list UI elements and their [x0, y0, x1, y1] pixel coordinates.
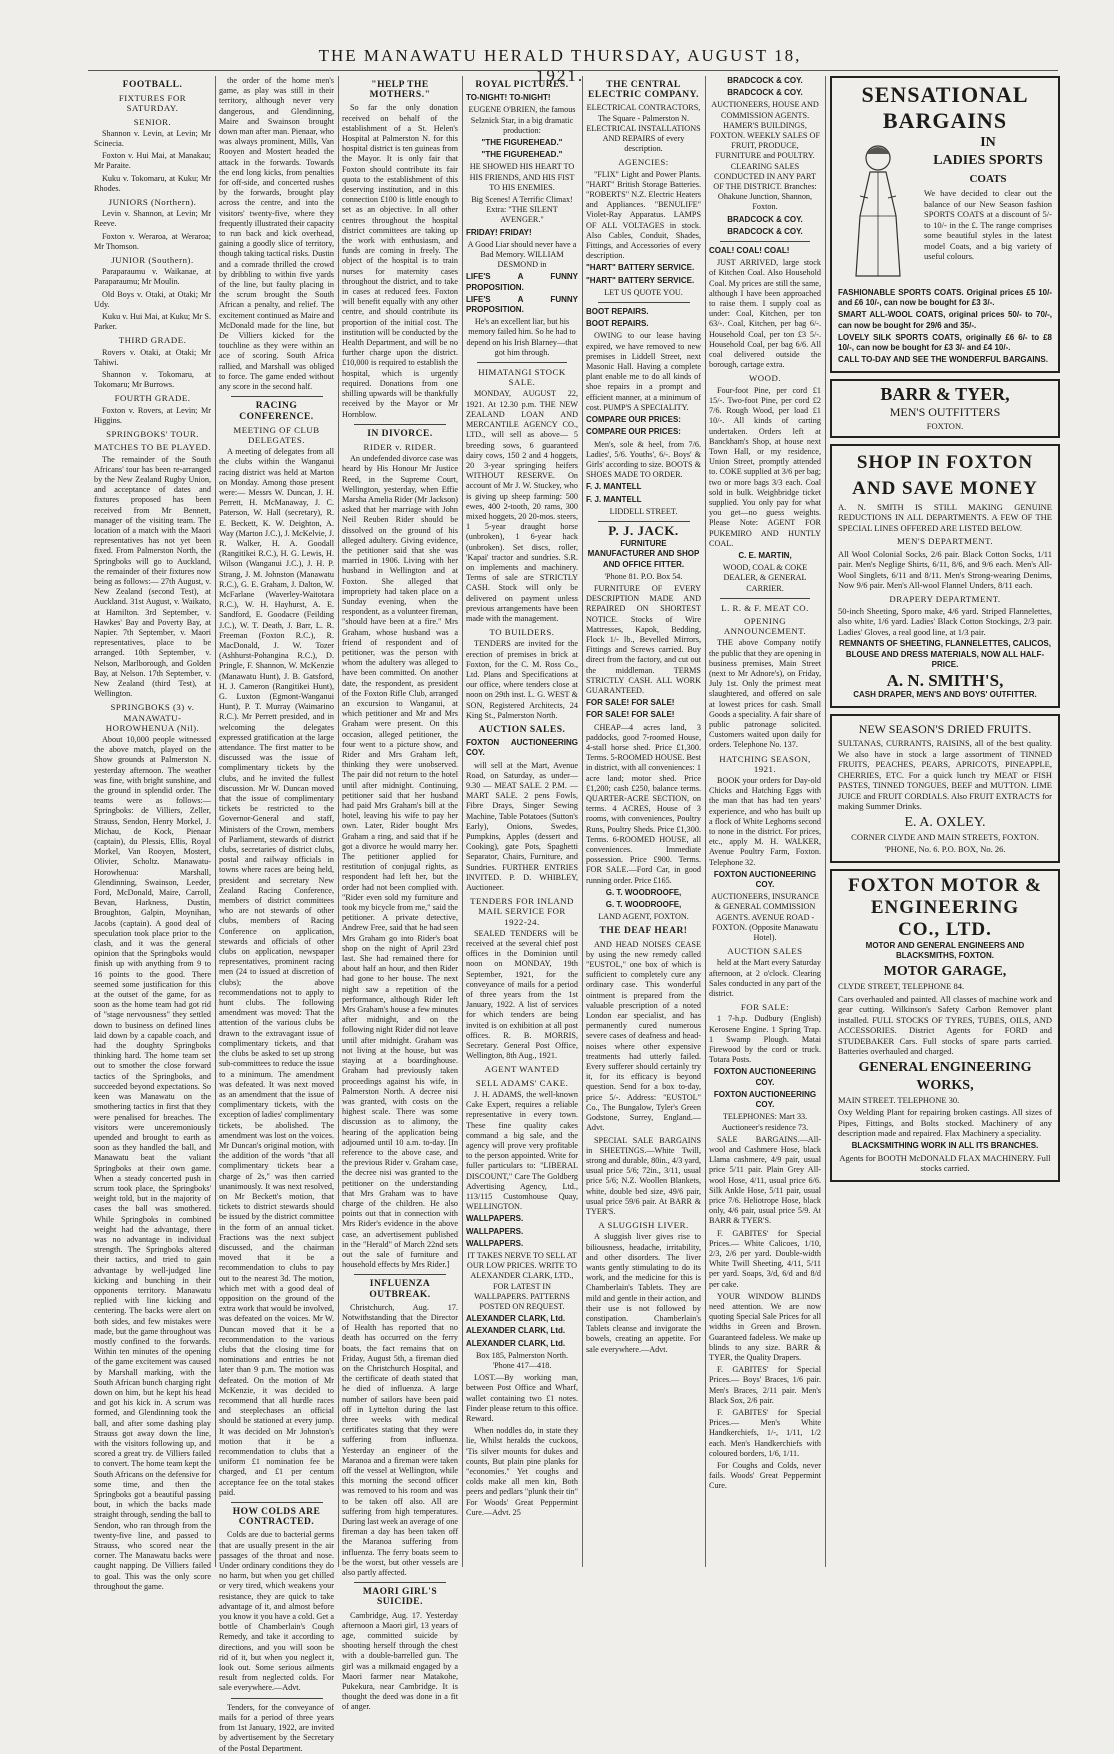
- ad-line: REMNANTS OF SHEETING, FLANNELETTES, CALICOS, BLOUSE AND DRESS MATERIALS, NOW ALL HALF-PRICE.: [838, 639, 1051, 669]
- column-racing: [219, 76, 334, 1753]
- paragraph: AND HEAD NOISES CEASE by using the new remedy called "EUSTOL," one box of which is sufficient to completely cure any ordinary case. This wonderful ointment is prepared from the valuable prescription of a noted London ear specialist, and has permanently cured numerous severe cases of deafness and head-noises where other expensive treatments had utterly failed. Every sufferer should certainly try it, for its efficacy is beyond question. Send for a box to-day, price 5/-. Address: "EUSTOL" Co., The Bungalow, Tyler's Green Godstone, Surrey, England.—Advt.: [586, 939, 701, 1133]
- paragraph: LIDDELL STREET.: [609, 506, 678, 516]
- ad-line: FOXTON AUCTIONEERING COY.: [713, 1067, 817, 1087]
- ad-line: F. J. MANTELL: [586, 494, 642, 504]
- heading: FOURTH GRADE.: [114, 393, 191, 404]
- ad-headline: MOTOR GARAGE,: [883, 964, 1007, 980]
- ad-headline: GENERAL ENGINEERING: [858, 1059, 1032, 1075]
- paragraph: An undefended divorce case was heard by His Honour Mr Justice Reed, in the Supreme Court, Wellington, yesterday, when Effie Marsha Amelia Rider (Mr Jackson) asked that her marriage with John Neil Reuben Rider should be dissolved on the ground of his alleged adultery. Giving evidence, the petitioner said that she was married in 1906. Living with her husband in Wellington and at Foxton. She alleged that impropriety had taken place on a Sunday evening, when the respondent, as a volunteer fireman, "should have been at a fire." Mrs Graham, whose husband was a friend of respondent and of petitioner, was the person with whom the adultery was alleged to have been committed. On another date, the respondent, as president of the Foxton Rifle Club, arranged an excursion to Wanganui, at which petitioner and Mr and Mrs Graham were present. On this occasion, alleged petitioner, the four went to a picture show, and Rider and Mrs Graham left, thinking they were unobserved. The pair did not return to the hotel until after midnight. Continuing, petitioner said that her husband had paid Mrs Graham's bill at the hotel, leaving his wife to pay her own. Later, Rider bought Mrs Graham a ring, and said that if he got a divorce he would marry her. The petitioner applied for restitution of conjugal rights, as respondent had left her, but the order had not been complied with. "Rider even sold my furniture and took my bicycle from me," said the petitioner. A private detective, Andrew Free, said that he had seen Mrs Graham go into Rider's boat shop on the night of April 23rd last. She had remained there for about half an hour, and then Rider had gone to her house. The next night saw a repetition of the performance, although Rider left Mrs Graham's house a few minutes after midnight, and on the following night Rider did not leave until after midnight. Graham was not living at the house, but was staying at a boardinghouse. Graham had previously taken proceedings against his wife, in Palmerston North. A decree nisi was granted, with costs on the highest scale. There was some discussion as to alimony, the hearing of the application being adjourned until 10 a.m. to-day. [In reference to the above case, and the previous Rider v. Graham case, the decree nisi was granted to the petitioner on the understanding that Mrs Graham was to have charge of the children. He also points out that in connection with Mrs Rider's evidence in the above case, an advertisement published in the "Herald" of March 22nd sets out the sale of furniture and household effects by Mrs Rider.]: [342, 454, 458, 1270]
- ad-line: WALLPAPERS.: [466, 1238, 524, 1248]
- heading: "HELP THE MOTHERS.": [369, 80, 431, 101]
- paragraph: Agents for BOOTH McDONALD FLAX MACHINERY. Full stocks carried.: [839, 1152, 1051, 1174]
- paragraph: AUCTIONEERS, HOUSE AND COMMISSION AGENTS. HAMER'S BUILDINGS, FOXTON. WEEKLY SALES OF FRUIT, PRODUCE, FURNITURE and POULTRY. CLEARING SALES CONDUCTED IN ANY PART OF THE DISTRICT. Branches: Ohakune Junction, Shannon, Foxton.: [709, 100, 821, 212]
- heading: JUNIORS (Northern).: [108, 197, 197, 208]
- ad-line: WALLPAPERS.: [466, 1214, 524, 1224]
- paragraph: SALE BARGAINS.—All-wool and Cashmere Hose, black Llama cashmere, 4/9 pair, usual price 5/11 pair. Plain Grey All-wool Hose, 4/11, usual price 6/6. Silk Ankle Hose, 5/11 pair, usual price 7/6. Heliotrope Hose, black only, 4/6 pair, usual price 5/9. At BARR & TYER'S.: [709, 1134, 821, 1226]
- paragraph: SEALED TENDERS will be received at the several chief post offices in the Dominion until noon on MONDAY, 19th September, 1921, for the conveyance of mails for a period of three years from the 1st January, 1922. A list of services for which tenders are being invited is on exhibition at all post offices. R. B. MORRIS, Secretary. General Post Office, Wellington, 8th Aug., 1921.: [466, 928, 578, 1061]
- ad-line: BRADCOCK & COY.: [727, 76, 803, 85]
- ad-line: G. T. WOODROOFE,: [605, 900, 682, 910]
- paragraph: Foxton v. Rovers, at Levin; Mr Higgins.: [94, 405, 211, 425]
- paragraph: A sluggish liver gives rise to biliousness, headache, irritability, and other disorders. The liver wants gently stimulating to do its work, and the medicine for this is Chamberlain's Tablets. They are mild and gentle in their action, and their use is not followed by constipation. Chamberlain's Tablets cleanse and invigorate the bowels, creating an appetite. For sale everywhere.—Advt.: [586, 1232, 701, 1354]
- heading: THE CENTRAL ELECTRIC COMPANY.: [588, 80, 699, 101]
- heading: WOOD.: [748, 373, 782, 384]
- ad-line: CALL TO-DAY AND SEE THE WONDERFUL BARGAINS.: [838, 355, 1048, 365]
- paragraph: MONDAY, AUGUST 22, 1921. At 12.30 p.m. THE NEW ZEALAND LOAN AND MERCANTILE AGENCY CO., LTD., will sell as above— 5 breeding sows, 6 guaranteed dairy cows, 150 2 and 4 hoggets, 20 3-year springing heifers WITHOUT RESERVE. On account of Mr J. W. Stuckey, who is giving up sheep farming: 500 ewes, 400 2-tooth, 20 rams, 300 mixed hoggets, 20 20-mos. steers, 1 5-year draught horse (unbroken), 1 6-year hack (unbroken). Set discs, roller, 'Kapai' tractor and sundries. S.R. on implements and machinery. Terms of sale are STRICTLY CASH. Stock will only be delivered on payment unless previous arrangements have been made with the management.: [466, 389, 578, 623]
- paragraph: Box 185, Palmerston North. 'Phone 417—418.: [475, 1350, 569, 1370]
- divider: [354, 424, 447, 425]
- ad-line: TO-NIGHT! TO-NIGHT!: [466, 93, 551, 103]
- divider: [598, 302, 690, 303]
- paragraph: WOOD, COAL & COKE DEALER, & GENERAL CARRIER.: [722, 563, 808, 593]
- ad-line: F. J. MANTELL: [586, 482, 642, 492]
- ad-line: COMPARE OUR PRICES:: [586, 415, 681, 425]
- ad-line: FOR SALE! FOR SALE!: [586, 710, 675, 720]
- divider: [354, 1582, 447, 1583]
- heading: MAORI GIRL'S SUICIDE.: [362, 1587, 438, 1608]
- paragraph: Foxton v. Weraroa, at Weraroa; Mr Thomson.: [94, 231, 211, 251]
- heading: OPENING ANNOUNCEMENT.: [723, 615, 807, 637]
- ad-line: FOXTON AUCTIONEERING COY.: [466, 738, 578, 758]
- divider: [720, 241, 810, 242]
- lady-in-coat-illustration: [838, 136, 918, 286]
- ad-line: BRADCOCK & COY.: [727, 226, 803, 236]
- paragraph: Paraparaumu v. Waikanae, at Paraparaumu; Mr Moulin.: [94, 267, 211, 287]
- ad-headline: BARR & TYER,: [880, 384, 1010, 405]
- heading: INFLUENZA OUTBREAK.: [369, 1279, 431, 1300]
- paragraph: The remainder of the South Africans' tour has been re-arranged by the New Zealand Rugby Union, and acceptance of dates and fixtures proposed has been received from Mr Bennett, manager of the visiting team. The location of a match with the Maori representatives has not yet been fixed. From Palmerston North, the Springboks will go to Auckland, the remainder of their fixtures now being as follows:— 27th August, v. New Zealand (second Test), at Auckland. 31st August, v. Waikato, at Hamilton. 3rd September, v. Hawkes' Bay and Poverty Bay, at Napier. 7th September, v. Maori representatives, place to be arranged. 10th September, v. Nelson, Marlborough, and Golden Bay, at Nelson. 17th September, v. New Zealand (third Test), at Wellington.: [94, 454, 211, 699]
- paragraph: Foxton v. Hui Mai, at Manakau; Mr Paraite.: [94, 151, 211, 171]
- column-football: [94, 76, 211, 1591]
- column-divider: [338, 76, 339, 1567]
- paragraph: All Wool Colonial Socks, 2/6 pair. Black Cotton Socks, 1/11 pair. Men's Neglige Shirts, 6/11, 8/6, and 9/6 each. Men's All-Wool Singlets, 6/11 and 8/11. Men's Strong-wearing Denims, Now 9/6 pair. Men's All-wool Flannel Unders, 8/11 each.: [838, 548, 1052, 591]
- paragraph: Colds are due to bacterial germs that are usually present in the air passages of the throat and nose. Under ordinary conditions they do no harm, but when you get chilled or very tired, which weakens your resistance, they are quick to take advantage of it, and almost before you know it you have a cold. Get a bottle of Chamberlain's Cough Remedy, and take it according to directions, and you will soon be rid of it, but when you neglect it, look out. Some serious ailments result from neglected colds. For sale everywhere.—Advt.: [219, 1530, 334, 1693]
- ad-line: LOVELY SILK SPORTS COATS, originally £6 6/- to £8 10/-, can now be bought for £3 3/- and £4 10/-.: [838, 332, 1052, 353]
- ad-line: FOR SALE! FOR SALE!: [586, 698, 675, 708]
- paragraph: Kuku v. Hui Mai, at Kuku; Mr S. Parker.: [94, 312, 211, 332]
- ad-line: WALLPAPERS.: [466, 1226, 524, 1236]
- paragraph: Shannon v. Tokomaru, at Tokomaru; Mr Burrows.: [94, 370, 211, 390]
- column-divider: [462, 76, 463, 1567]
- heading: THE DEAF HEAR!: [599, 926, 688, 937]
- paragraph: TENDERS are invited for the erection of premises in brick at Foxton, for the C. M. Ross Co., Ltd. Plans and Specifications at our office, where tenders close at noon on 29th inst. L. G. WEST & SON, Registered Architects, 24 King St., Palmerston North.: [466, 639, 578, 720]
- ad-shop-in-foxton: [830, 444, 1060, 708]
- paragraph: held at the Mart every Saturday afternoon, at 2 o'clock. Clearing Sales conducted in any part of the district.: [709, 958, 821, 999]
- paragraph: LET US QUOTE YOU.: [604, 287, 683, 297]
- divider: [354, 1274, 447, 1275]
- column-ads-b: [586, 76, 701, 1571]
- paragraph: A. N. SMITH IS STILL MAKING GENUINE REDUCTIONS IN ALL DEPARTMENTS. A FEW OF THE SPECIAL LINES OFFERED ARE LISTED BELOW.: [838, 501, 1052, 533]
- paragraph: YOUR WINDOW BLINDS need attention. We are now quoting Special Sale Prices for all widths in Green and Brown. Guaranteed fadeless. We make up blinds to any size. BARR & TYER, the Quality Drapers.: [709, 1291, 821, 1362]
- paragraph: Rovers v. Otaki, at Otaki; Mr Tahiwi.: [94, 347, 211, 367]
- paragraph: Christchurch, Aug. 17. Notwithstanding that the Director of Health has reported that no death has occurred on the ferry boats, the fact remains that on Friday, August 5th, a fireman died on the Christchurch Hospital, and the certificate of death stated that he died of influenza. A large number of sailors have been paid off in Lyttelton during the last three weeks with medical certificates stating that they were suffering from influenza. Yesterday an engineer of the Maranoa and a fireman were taken off the vessel at Wellington, while this morning the second officer was removed to his room and was to be taken off also. All are suffering from high temperatures. During last week an average of one fireman a day has been taken off the Maranoa suffering from influenza. The ferry boats seem to be the worst, but other vessels are also partly affected.: [342, 1302, 458, 1578]
- paragraph: Cambridge, Aug. 17. Yesterday afternoon a Maori girl, 13 years of age, committed suicide by shooting herself through the chest with a double-barrelled gun. The girl was a milkmaid engaged by a Maori farmer near Matakohe, Pukekura, near Cambridge. It is thought the deed was done in a fit of anger.: [342, 1610, 458, 1712]
- paragraph: F. GABITES' for Special Prices.— White Calicoes, 1/10, 2/3, 2/6 per yard. Double-width White Twill Sheeting, 4/11, 5/11 per yard. Soaps, 3/d, 6/d and 8/d per cake.: [709, 1228, 821, 1289]
- column-ads-a: [466, 76, 578, 1571]
- ad-line: ALEXANDER CLARK, Ltd.: [466, 1314, 566, 1324]
- column-display-ads: [830, 76, 1060, 1571]
- paragraph: 50-inch Sheeting, Sporo make, 4/6 yard. Striped Flannelettes, also white, 1/6 yard. Ladies' Black Cotton Stockings, 2/3 pair. Ladies' Gloves, a real good line, at 1/3 pair.: [838, 605, 1052, 637]
- ad-sensational-bargains: [830, 76, 1060, 373]
- paragraph: Big Scenes! A Terrific Climax! Extra: "THE SILENT AVENGER.": [471, 195, 573, 225]
- ad-headline: SHOP IN FOXTON: [856, 451, 1034, 473]
- ad-line: ALEXANDER CLARK, Ltd.: [466, 1326, 566, 1336]
- heading: A SLUGGISH LIVER.: [598, 1220, 689, 1231]
- paragraph: Tenders, for the conveyance of mails for a period of three years from 1st January, 1922, are invited by advertisement by the Secretary of the Postal Department.: [219, 1702, 334, 1753]
- ad-headline: FOXTON MOTOR &: [848, 874, 1042, 896]
- ad-headline: WORKS,: [916, 1077, 974, 1093]
- heading: HOW COLDS ARE CONTRACTED.: [232, 1507, 321, 1528]
- ad-headline: ENGINEERING: [870, 896, 1020, 918]
- paragraph: F. GABITES' for Special Prices.— Boys' Braces, 1/6 pair. Men's Braces, 2/11 pair. Men's Black Sox, 2/6 pair.: [709, 1365, 821, 1405]
- divider: [231, 1698, 323, 1699]
- heading: HATCHING SEASON, 1921.: [719, 753, 811, 774]
- paragraph: For Coughs and Colds, never fails. Woods' Great Peppermint Cure.: [709, 1461, 821, 1491]
- paragraph: CLYDE STREET, TELEPHONE 84.: [838, 981, 965, 992]
- ad-line: BRADCOCK & COY.: [727, 88, 803, 98]
- paragraph: About 10,000 people witnessed the above match, played on the Show grounds at Palmerston N. yesterday afternoon. The weather was fine, with bright sunshine, and the ground in splendid order. The teams were as follows:— Springboks: de Villiers, Zeller, Strauss, Sendon, Henry Morkel, J. Michau, de Kock, Pienaar (captain), du Plessis, Ellis, Royal Morkel, Van Rooyen, Mostert, Olivier, Scholtz. Manawatu-Horowhenua: Marshall, Glendinning, Swainson, Leeder, Ford, McDonald, Maire, Carroll, Bevan, Harkness, Dustin, Broughton, Galpin, Moynihan, Jacobs (captain). A good deal of speculation took place prior to the clash, and it was the general opinion that the Springboks would finish up with anything from 9 to 16 points to the good. There seemed some justification for this at the outset of the game, for as soon as the home team had got rid of "stage nervousness" they settled down to business on defined lines laid down by a capable coach, and had the doughty Springboks thinking hard. The home team set out to smother the close forward tactics of the Springboks, and succeeded beyond expectations. So keen was Manawatu on the smothering tactics in first that they were penalised for breaches. The visitors were unceremoniously upended and brought to earth as soon as they handled the ball, and Manawatu beat the valiant Springboks at their own game. When a steady concerted push in scrum took place, the Springboks' weight told, but in the majority of cases the ball was smothered. While Springboks in combined weight had the advantage, there was no advantage in individual strength. The Springboks altered their tactics, and tried to gain advantage by well-judged line kicking and bunching in their opponents territory. Manawatu replied with line kicking and centering. The backs were alert on both sides, and few mistakes were made, but the game throughout was mostly confined to the forwards. Within ten minutes of the opening of the game excitement was caused by Marshall marking, with the South African bunch charging right down on him, but he kept his head and got his kick in. A scrum was formed, and Glendinning took the ball, and after some dashing play Strauss got away down the line, with the visitors following up, and scored a great try. de Villiers failed to convert. The home team kept the South Africans on the defensive for some time, and then the Springboks got a beautiful passing bout, in which the backs made straight through, sending the ball to Sendon, who ran through from the twenty-five line, and passed to Strauss, who scored near the corner. The Manawatu backs were caught napping. De Villiers failed to goal. This was the only score throughout the game.: [94, 734, 211, 1591]
- heading: RACING CONFERENCE.: [239, 401, 314, 422]
- paragraph: Old Boys v. Otaki, at Otaki; Mr Udy.: [94, 289, 211, 309]
- paragraph: "FLIX" Light and Power Plants. "HART" British Storage Batteries. "ROBERTS" N.Z. Electric Heaters and Appliances. "BENULIFE" Violet-Ray Apparatus. LAMPS OF ALL VOLTAGES in stock. Also Cables, Conduit, Shades, Fittings, and Accessories of every description.: [586, 169, 701, 261]
- divider: [231, 396, 323, 397]
- paragraph: So far the only donation received on behalf of the establishment of a St. Helen's Hospital at Palmerston N. for this hospital district is ten guineas from the Mayor. It is only fair that Foxton should contribute its fair quota to the establishment of this deserving institution, and in this connection £100 is little enough to set as an objective. In all other centres throughout the hospital district committees are taking up the work with enthusiasm, and funds are coming in freely. The object of the hospital is to train nurses for maternity cases throughout the district, and to take in cases at reduced fees. Foxton will benefit equally with any other centre, and should contribute its proportion of the initial cost. The institution will be conducted by the Health Department, and will be no further charge upon the district. £10,000 is required to establish the hospital, which is urgently required. Donations from one shilling upwards will be thankfully received by the Mayor or Mr Hornblow.: [342, 103, 458, 419]
- heading: FOR SALE:: [740, 1002, 790, 1013]
- heading: SENIOR.: [133, 116, 172, 127]
- ad-line: FASHIONABLE SPORTS COATS. Original prices £5 10/- and £6 10/-, can now be bought for £3 3/-.: [838, 288, 1052, 308]
- heading: FOOTBALL.: [122, 80, 183, 90]
- ad-line: COAL! COAL! COAL!: [709, 246, 790, 256]
- paragraph: Oxy Welding Plant for repairing broken castings. All sizes of Pipes, Fittings, and Bolts stocked. Machinery of any description made and repaired. Flax Machinery a speciality.: [838, 1107, 1052, 1139]
- ad-headline: SENSATIONAL: [861, 82, 1029, 107]
- divider: [477, 362, 567, 363]
- heading: MEETING OF CLUB DELEGATES.: [233, 424, 320, 445]
- ad-line: FRIDAY! FRIDAY!: [466, 227, 532, 237]
- ad-headline: E. A. OXLEY.: [904, 814, 986, 830]
- divider: [720, 598, 810, 599]
- heading: RIDER v. RIDER.: [363, 441, 437, 452]
- paragraph: Levin v. Shannon, at Levin; Mr Reeve.: [94, 209, 211, 229]
- paragraph: We have decided to clear out the balance of our New Season fashion SPORTS COATS at a discount of 5/- to 10/- in the £. The range comprises some beautiful styles in the latest model Coats, and a big variety of useful colours.: [924, 188, 1052, 261]
- paragraph: HE SHOWED HIS HEART TO HIS FRIENDS, AND HIS FIST TO HIS ENEMIES.: [469, 162, 575, 192]
- paragraph: BOOK your orders for Day-old Chicks and Hatching Eggs with the man that has had ten years' experience, and who has built up a flock of White Leghorns second to none in the district. For prices, etc., apply M. H. WALKER, Avenue Poultry Farm, Foxton. Telephone 32.: [709, 776, 821, 867]
- paragraph: IT TAKES NERVE TO SELL AT OUR LOW PRICES. WRITE TO ALEXANDER CLARK, LTD., FOR LATEST IN WALLPAPERS. PATTERNS POSTED ON REQUEST.: [466, 1250, 578, 1311]
- column-divider: [825, 76, 826, 1567]
- ad-foxton-motor: [830, 869, 1060, 1182]
- paragraph: THE above Company notify the public that they are opening in business premises, Main Street (next to Mr Adnore's), on Friday, July 1st. Only the primest meat slaughtered, and offered on sale at lowest prices for cash. Small Goods a speciality. A fair share of public patronage solicited. Customers waited upon daily for orders. Telephone No. 137.: [709, 638, 821, 750]
- heading: HIMATANGI STOCK SALE.: [478, 367, 566, 388]
- ad-headline: CO., LTD.: [898, 918, 992, 940]
- ad-line: IN: [980, 135, 996, 150]
- ad-line: BLACKSMITHING WORK IN ALL ITS BRANCHES.: [851, 1140, 1039, 1150]
- ad-dried-fruits: [830, 714, 1060, 863]
- ad-line: MEN'S OUTFITTERS: [889, 405, 1001, 420]
- ad-line: BRADCOCK & COY.: [727, 214, 803, 224]
- paragraph: ELECTRICAL CONTRACTORS, The Square - Palmerston N. ELECTRICAL INSTALLATIONS AND REPAIRS of every description.: [586, 103, 701, 154]
- divider: [231, 1502, 323, 1503]
- heading: FIXTURES FOR SATURDAY.: [118, 93, 187, 114]
- paragraph: will sell at the Mart, Avenue Road, on Saturday, as under— 9.30 — MEAT SALE. 2 P.M. — MART SALE. 2 pens Fowls, Fibre Drays, Singer Sewing Machine, Table Potatoes (Sutton's Early), Onions, Swedes, Pumpkins, Apples (dessert and Cooking), gate Pots, Spaghetti Separator, Chairs, Furniture, and Sundries. FURTHER ENTRIES INVITED. P. D. WHIBLEY, Auctioneer.: [466, 760, 578, 893]
- ad-line: FOXTON AUCTIONEERING COY.: [713, 1089, 817, 1110]
- paragraph: CORNER CLYDE AND MAIN STREETS, FOXTON.: [851, 831, 1039, 842]
- ad-line: LADIES SPORTS: [933, 153, 1043, 168]
- paragraph: A Good Liar should never have a Bad Memory. WILLIAM DESMOND in: [467, 239, 577, 270]
- ad-line: BOOT REPAIRS.: [586, 307, 649, 317]
- paragraph: 'PHONE, No. 6. P.O. BOX, No. 26.: [884, 844, 1006, 855]
- ad-headline: AND SAVE MONEY: [852, 477, 1038, 499]
- heading: SPRINGBOKS (3) v. MANAWATU-HOROWHENUA (Nil).: [105, 702, 200, 733]
- paragraph: 'Phone 81. P.O. Box 54.: [604, 571, 683, 581]
- heading: AUCTION SALES: [727, 946, 803, 957]
- paragraph: MAIN STREET. TELEPHONE 30.: [838, 1094, 960, 1105]
- paragraph: When noddles do, in state they lie, Whilst heralds the cuckoos, 'Tis silver mounts for dukes and counts, But plain pine planks for "economies." Yet coughs and colds make all men kin, Both peers and pedlars "plunk their tin" For Woods' Great Peppermint Cure.—Advt. 25: [466, 1426, 578, 1517]
- paragraph: Cars overhauled and painted. All classes of machine work and gear cutting. Wilkinson's Safety Carbon Remover plant installed. FULL STOCKS OF TYRES, TUBES, OILS, AND ACCESSORIES. District Agents for FORD and STUDEBAKER Cars. Full stocks of spare parts carried. Batteries overhauled and charged.: [838, 993, 1052, 1057]
- paragraph: SPECIAL SALE BARGAINS in SHEETINGS.—White Twill, strong and durable, 80in., 4/3 yard, usual price 5/6; 72in., 3/11, usual price 5/6; N.Z. Woollen Blankets, white, double bed size, 49/6 pair, usual price 59/6 pair. At BARR & TYER'S.: [586, 1135, 701, 1216]
- paragraph: F. GABITES' for Special Prices.— Men's White Handkerchiefs, 1/-, 1/11, 1/2 each. Men's Handkerchiefs with coloured borders, 1/6, 1/11.: [709, 1407, 821, 1458]
- paragraph: Four-foot Pine, per cord £1 15/-. Two-foot Pine, per cord £2 7/6. Rough Wood, per load £1 10/-. All kinds of carting undertaken. Orders left at Banckham's Shop, at house next Town Hall, or my residence, Union Street, promptly attended to. COKE supplied at 3/6 per bag; two or more bags 3/3 each. Coal sold in bulk. Weighbridge ticket supplied. You only pay for what you get—no guess weights. Please Note: AGENT FOR PUKEMIRO AND HUNTLY COAL.: [709, 385, 821, 548]
- ad-line: C. E. MARTIN,: [738, 550, 792, 560]
- ad-line: ALEXANDER CLARK, Ltd.: [466, 1338, 566, 1348]
- ad-line: FURNITURE MANUFACTURER AND SHOP AND OFFICE FITTER.: [587, 539, 700, 569]
- heading: SPRINGBOKS' TOUR.: [106, 429, 199, 440]
- ad-line: SMART ALL-WOOL COATS, original prices 50/- to 70/-, can now be bought for 29/6 and 35/-.: [838, 310, 1052, 330]
- ad-line: FOXTON AUCTIONEERING COY.: [713, 869, 817, 890]
- column-news: [342, 76, 458, 1712]
- ad-line: "HART" BATTERY SERVICE.: [586, 275, 695, 285]
- paragraph: CHEAP—4 acres land, 3 paddocks, good 7-roomed House, 4-stall horse shed. Price £1,300. Terms. 5-ROOMED HOUSE. Best in district, with all conveniences: 1 acre land; motor shed. Price £1,200; cash £250, balance terms. QUARTER-ACRE SECTION, on terms. 4 ACRES, House of 3 rooms, with conveniences, Poultry Runs, Poultry Sheds. Price £1,300. Terms. 6-ROOMED HOUSE, all conveniences. Immediate possession. Price £900. Terms. FOR SALE.—Ford Car, in good running order. Price £165.: [586, 722, 701, 885]
- ad-line: LIFE'S A FUNNY PROPOSITION.: [466, 294, 578, 315]
- ad-line: COMPARE OUR PRICES:: [586, 427, 681, 437]
- column-divider: [582, 76, 583, 1567]
- paragraph: 1 7-h.p. Dudbury (English) Kerosene Engine. 1 Spring Trap. 1 Swamp Plough. Matai Firewood by the cord or truck. Totara Posts.: [709, 1014, 821, 1065]
- ad-line: "THE FIGUREHEAD.": [481, 138, 563, 148]
- ad-headline: A. N. SMITH'S,: [886, 670, 1004, 690]
- heading: TENDERS FOR INLAND MAIL SERVICE FOR 1922-24.: [470, 896, 574, 927]
- heading: L. R. & F. MEAT CO.: [721, 602, 809, 613]
- paragraph: OWING to our lease having expired, we have removed to new premises in Liddell Street, next Masonic Hall. Having a complete plant enable me to do all kinds of shoe repairs in a prompt and efficient manner, at a minimum of cost. PUMP'S A SPECIALITY.: [586, 331, 701, 412]
- paragraph: AUCTIONEERS, INSURANCE & GENERAL COMMISSION AGENTS. AVENUE ROAD - FOXTON. (Opposite Manawatu Hotel).: [711, 892, 819, 943]
- heading: DRAPERY DEPARTMENT.: [889, 593, 1001, 604]
- column-ads-c: [709, 76, 821, 1571]
- ad-line: "THE FIGUREHEAD.": [481, 150, 563, 160]
- ad-line: MOTOR AND GENERAL ENGINEERS AND BLACKSMITHS, FOXTON.: [865, 940, 1025, 960]
- ad-line: FOXTON.: [926, 421, 964, 432]
- paragraph: the order of the home men's game, as play was still in their territory, although never very dangerous, and Glendinning, Maire and Swainson brought down man after man. Pienaar, who was always prominent, Mills, Van Rooyen and Mostert headed the attack in the forwards. Towards the end long kicks, from penalties for off-side, and concerted rushes by the forwards, brought play across the centre, and into the visitors' twenty-five, where they frequently illustrated their capacity to run back and kick overhead, gaining a goodly slice of territory, though taking tactical risks. Dustin and a comrade thrilled the crowd by dribbling to within five yards of the line, but faulty placing in the scrum brought the South African a penalty, and relief. The excitement continued as Maire and McDonald made for the line, but De Villiers kicked for the touchline as they were within an ace of scoring. South Africa rallied, and Marshall was obliged to force. The game ended without any score in the second half.: [219, 76, 334, 392]
- heading: AGENCIES:: [618, 157, 669, 168]
- heading: P. J. JACK.: [608, 522, 679, 538]
- paragraph: JUST ARRIVED, large stock of Kitchen Coal. Also Household Coal. My prices are still the same, although I have been approached to raise them. I supply coal as under: Coal, Kitchen, per ton 63/-. Coal, Kitchen, per bag 6/-. Household Coal, per ton £3 5/-. Household Coal, per bag 6/6. All coal delivered outside the borough, cartage extra.: [709, 258, 821, 370]
- heading: AUCTION SALES.: [478, 724, 566, 735]
- ad-line: "HART" BATTERY SERVICE.: [586, 263, 695, 273]
- ad-barr-tyer: [830, 379, 1060, 438]
- paragraph: J. H. ADAMS, the well-known Cake Expert, requires a reliable representative in every town. These fine quality cakes command a big sale, and the agency will prove very profitable to the person appointed. Write for fuller particulars to: "LIBERAL DISCOUNT," Care The Goldberg Advertising Agency, Ltd., 113/115 Customhouse Quay, WELLINGTON.: [466, 1089, 578, 1212]
- column-divider: [215, 76, 216, 1567]
- heading: MEN'S DEPARTMENT.: [896, 536, 994, 547]
- paragraph: Men's, sole & heel, from 7/6. Ladies', 5/6. Youths', 6/-. Boys' & Girls' according to size. BOOTS & SHOES MADE TO ORDER.: [586, 439, 701, 480]
- paragraph: EUGENE O'BRIEN, the famous Selznick Star, in a big dramatic production:: [468, 105, 576, 135]
- ad-line: G. T. WOODROOFE,: [605, 887, 682, 897]
- divider: [598, 521, 690, 522]
- paragraph: FURNITURE OF EVERY DESCRIPTION MADE AND REPAIRED ON SHORTEST NOTICE. Stocks of Wire Mattresses, Kapok, Bedding, Flock 1/- lb., Bevelled Mirrors, Fittings and Screws carried. Buy direct from the factory, and cut out the middleman. TERMS STRICTLY CASH. ALL WORK GUARANTEED.: [586, 583, 701, 695]
- paragraph: Kuku v. Tokomaru, at Kuku; Mr Rhodes.: [94, 173, 211, 193]
- column-divider: [705, 76, 706, 1567]
- ad-line: LIFE'S A FUNNY PROPOSITION.: [466, 272, 578, 292]
- paragraph: Shannon v. Levin, at Levin; Mr Scinecia.: [94, 128, 211, 149]
- heading: IN DIVORCE.: [367, 428, 433, 439]
- paragraph: LOST.—By working man, between Post Office and Wharf, wallet containing two £1 notes. Finder please return to this office. Reward.: [466, 1373, 578, 1423]
- heading: TO BUILDERS.: [489, 627, 555, 638]
- masthead: THE MANAWATU HERALD THURSDAY, AUGUST 18, 1921.: [318, 46, 802, 85]
- paragraph: SULTANAS, CURRANTS, RAISINS, all of the best quality. We also have in stock a large assortment of TINNED FRUITS, PEACHES, PEARS, APRICOTS, PINEAPPLE, CHERRIES, ETC. For a quick lunch try MEAT or FISH PASTES, TINNED TONGUES, BEEF and MUTTON. LIME JUICE and FRUIT CORDIALS. Also FRUIT EXTRACTS for making Summer Drinks.: [838, 738, 1052, 812]
- ad-line: BOOT REPAIRS.: [586, 319, 649, 329]
- ad-headline: NEW SEASON'S DRIED FRUITS.: [858, 722, 1032, 737]
- heading: MATCHES TO BE PLAYED.: [94, 442, 211, 453]
- masthead-rule: [88, 70, 1058, 71]
- heading: AGENT WANTED: [484, 1064, 560, 1075]
- ad-line: CASH DRAPER, MEN'S AND BOYS' OUTFITTER.: [853, 689, 1037, 699]
- ad-line: COATS: [969, 173, 1007, 185]
- ad-headline: BARGAINS: [882, 108, 1008, 133]
- heading: SELL ADAMS' CAKE.: [475, 1077, 569, 1088]
- paragraph: LAND AGENT, FOXTON.: [598, 912, 689, 922]
- paragraph: A meeting of delegates from all the clubs within the Wanganui racing district was held at Marton on Monday. Among those present were:— Messrs W. Duncan, J. H. Perrett, H. McManaway, J. C. Paterson, W. Hall (secretary), R. E. Beckett, K. W. Deighton, A. Way (Marton J.C.), J. McKelvie, J. R. Walker, H. A. Goodall (Rangitikei R.C.), H. G. Lewis, H. Wilson (Wanganui J.C.), J. H. P. Strang, J. M. Johnston (Manawatu R.C.), G. E. Graham, J. Dalton, W. McFarlane (Waverley-Waitotara R.C.), W. H. Hayhurst, A. E. Sandford, E. Goodacre (Feilding J.C.), W. T. Death, J. Barr, L. R. Freeman (Foxton R.C.), R. MacDonald, J. W. Tozer (Ashhurst-Pohangina R.C.), D. Pringle, F. Shannon, W. McKenzie (Manawatu Hunt), J. B. Gatsford, H. J. Cameron (Rangitikei Hunt), G. Luxton (Egmont-Wanganui Hunt), P. T. Murray (Waimarino R.C.). Mr Perrett presided, and in welcoming the delegates expressed gratification at the large attendance. The first matter to be discussed was the issue of complimentary tickets by the clubs, and he invited the fullest discussion. Mr W. Duncan moved that the issue of complimentary tickets be restricted to the Governor-General and staff, Ministers of the Crown, members of Parliament, stewards of district clubs, secretaries of district clubs, postal and railway officials in towns where races are being held, president and secretary New Zealand Racing Conference, members of district committees who are not stewards of other clubs, members of Racing Conference on application, stewards and officials of other clubs on application, newspaper representatives, prominent racing men (24 to issued at discretion of clubs); the above recommendations not to apply to hunt clubs. The following amendment was moved: That the attention of the various clubs be drawn to the extravagant issue of complimentary tickets, and that the clubs be asked to set up strong sub-committees to reduce the issue to a minimum. The amendment was defeated. It was next moved as an amendment that the issue of complimentary tickets, with the exception of ladies' complimentary tickets, be abolished. The amendment was lost on the voices. Mr Duncan's original motion, with the addition of the words "that all complimentary tickets bear a charge of 2s," was then carried unanimously. It was next resolved, on Mr Beckett's motion, that tickets to district stewards should be issued by the district committee in the form of an annual ticket. Fractions was the next subject discussed, and the chairman moved that it be a recommendation to clubs to pay out to the nearest 3d. The motion, which met with a good deal of opposition on the ground of the extra work that would be involved, was defeated on the voices. Mr W. Duncan moved that it be a recommendation to the various clubs that the closing time for nominations and entries be not later than 9 p.m. The motion was defeated. On the motion of Mr McKenzie, it was decided to recommend that all hurdle races and steeplechases an official should be stationed at every jump. It was decided on Mr Johnston's motion that it be a recommendation to clubs that a uniform £1 nomination fee be charged, and £1 per centum acceptance fee on the total stakes paid.: [219, 447, 334, 1497]
- paragraph: He's an excellent liar, but his memory failed him. So he had to depend on his Irish Blarney—that got him through.: [466, 317, 578, 357]
- paragraph: TELEPHONES: Mart 33. Auctioneer's residence 73.: [721, 1112, 809, 1132]
- heading: THIRD GRADE.: [118, 335, 187, 346]
- heading: ROYAL PICTURES.: [475, 80, 569, 90]
- heading: JUNIOR (Southern).: [111, 255, 194, 266]
